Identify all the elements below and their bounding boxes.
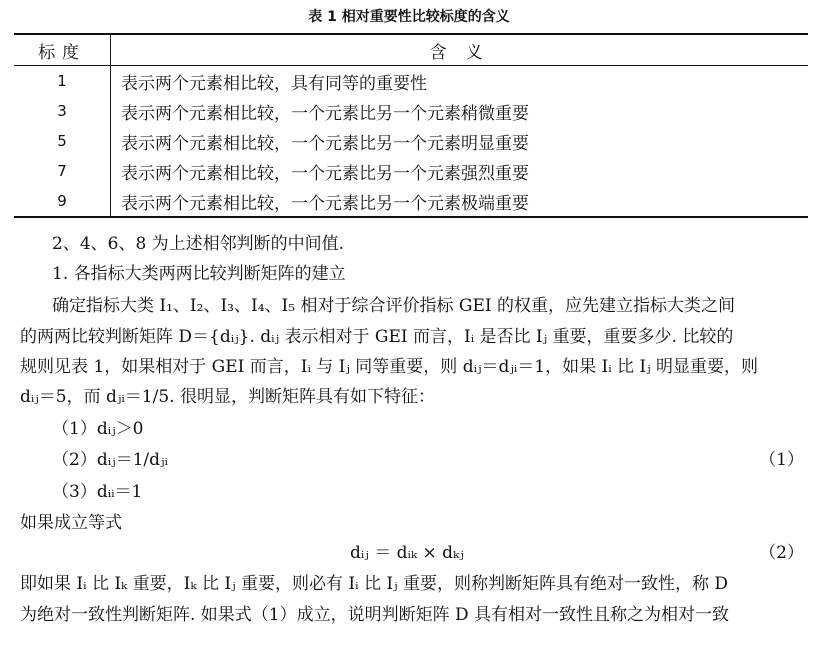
scale-table [14,33,808,218]
cell-scale: 7 [14,156,111,186]
paragraph-line: 如果成立等式 [20,513,122,533]
paragraph-line: 确定指标大类 I₁、I₂、I₃、I₄、I₅ 相对于综合评价指标 GEI 的权重，应先建立指标大类之间 [52,296,735,316]
header-meaning: 含 义 [111,34,809,66]
table-note: 2、4、6、8 为上述相邻判断的中间值. [52,234,345,254]
paragraph-line: dᵢⱼ＝5，而 dⱼᵢ＝1/5. 很明显，判断矩阵具有如下特征： [20,387,435,407]
paragraph-line: 即如果 Iᵢ 比 Iₖ 重要，Iₖ 比 Iⱼ 重要，则必有 Iᵢ 比 Iⱼ 重要，则称判断矩阵具有绝对一致性，称 D [20,574,728,594]
table-caption: 表 1 相对重要性比较标度的含义 [308,9,510,25]
table-row [14,66,808,97]
cell-scale: 1 [14,66,111,97]
cell-meaning: 表示两个元素相比较，一个元素比另一个元素明显重要 [121,133,529,154]
cell-scale: 3 [14,96,111,126]
condition-1: （1）dᵢⱼ＞0 [52,419,144,439]
table-row [14,126,808,156]
table-row [14,96,808,126]
cell-scale: 5 [14,126,111,156]
paragraph-line: 为绝对一致性判断矩阵. 如果式（1）成立，说明判断矩阵 D 具有相对一致性且称之为相对一致 [20,605,730,625]
equation-number-1: （1） [759,450,804,470]
condition-3: （3）dᵢᵢ＝1 [52,482,143,502]
paragraph-line: 的两两比较判断矩阵 D＝{dᵢⱼ}. dᵢⱼ 表示相对于 GEI 而言，Iᵢ 是否比 Iⱼ 重要，重要多少. 比较的 [20,327,734,347]
cell-meaning: 表示两个元素相比较，具有同等的重要性 [121,73,427,94]
condition-2: （2）dᵢⱼ＝1/dⱼᵢ [52,450,168,470]
cell-meaning: 表示两个元素相比较，一个元素比另一个元素稍微重要 [121,103,529,124]
section-heading: 1. 各指标大类两两比较判断矩阵的建立 [52,264,346,284]
cell-meaning: 表示两个元素相比较，一个元素比另一个元素极端重要 [111,186,809,217]
table-row [14,186,808,217]
header-scale: 标度 [14,34,111,66]
table-header-row [14,34,808,66]
table-row [14,156,808,186]
equation-number-2: （2） [759,543,804,563]
equation-2: dᵢⱼ ＝ dᵢₖ × dₖⱼ [350,543,464,563]
cell-scale: 9 [14,186,111,217]
paragraph-line: 规则见表 1，如果相对于 GEI 而言，Iᵢ 与 Iⱼ 同等重要，则 dᵢⱼ＝dⱼᵢ＝1，如果 Iᵢ 比 Iⱼ 明显重要，则 [20,357,759,377]
cell-meaning: 表示两个元素相比较，一个元素比另一个元素强烈重要 [121,163,529,184]
